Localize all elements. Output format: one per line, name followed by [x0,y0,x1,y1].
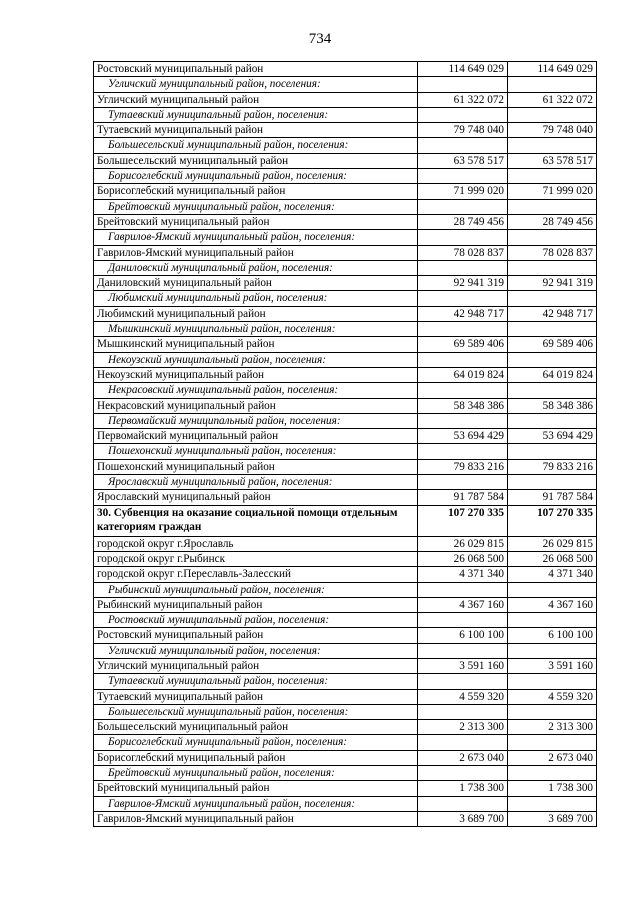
row-name-cell: Угличский муниципальный район [94,92,418,107]
table-row [94,459,597,474]
value-cell-1: 28 749 456 [418,214,508,229]
table-row [94,153,597,168]
value-cell-2: 3 689 700 [508,811,597,826]
row-name-cell: Гаврилов-Ямский муниципальный район [94,811,418,826]
subheader-row [94,704,597,719]
value-cell-1: 114 649 029 [418,62,508,77]
subheader-row [94,291,597,306]
value-cell-2: 26 068 500 [508,551,597,566]
value-cell-1 [418,796,508,811]
budget-table [93,61,597,827]
value-cell-1 [418,735,508,750]
row-name-cell: Большесельский муниципальный район, поселения: [94,704,418,719]
value-cell-1: 78 028 837 [418,245,508,260]
table-row [94,781,597,796]
value-cell-2 [508,383,597,398]
row-name-cell: Брейтовский муниципальный район [94,781,418,796]
value-cell-2: 6 100 100 [508,628,597,643]
value-cell-1 [418,444,508,459]
value-cell-2 [508,735,597,750]
subheader-row [94,383,597,398]
page-number: 734 [308,31,332,47]
value-cell-1 [418,413,508,428]
value-cell-1 [418,643,508,658]
value-cell-2 [508,704,597,719]
row-name-cell: Некоузский муниципальный район [94,367,418,382]
budget-table-body [94,62,597,827]
row-name-cell: Гаврилов-Ямский муниципальный район, поселения: [94,796,418,811]
row-name-cell: Большесельский муниципальный район, поселения: [94,138,418,153]
subheader-row [94,413,597,428]
value-cell-2: 78 028 837 [508,245,597,260]
subheader-row [94,138,597,153]
value-cell-1: 4 371 340 [418,567,508,582]
subheader-row [94,199,597,214]
row-name-cell: Рыбинский муниципальный район [94,597,418,612]
section-header-row [94,505,597,536]
value-cell-1: 61 322 072 [418,92,508,107]
value-cell-1: 69 589 406 [418,337,508,352]
value-cell-2: 28 749 456 [508,214,597,229]
table-row [94,62,597,77]
value-cell-1 [418,230,508,245]
value-cell-2: 4 371 340 [508,567,597,582]
row-name-cell: Борисоглебский муниципальный район [94,184,418,199]
value-cell-2: 61 322 072 [508,92,597,107]
table-row [94,276,597,291]
value-cell-2: 58 348 386 [508,398,597,413]
value-cell-2 [508,674,597,689]
row-name-cell: Некоузский муниципальный район, поселения: [94,352,418,367]
value-cell-1: 79 748 040 [418,123,508,138]
value-cell-1 [418,322,508,337]
value-cell-1: 4 559 320 [418,689,508,704]
table-row [94,551,597,566]
table-row [94,811,597,826]
row-name-cell: Мышкинский муниципальный район [94,337,418,352]
row-name-cell: Угличский муниципальный район, поселения: [94,77,418,92]
subheader-row [94,643,597,658]
subheader-row [94,766,597,781]
value-cell-2: 69 589 406 [508,337,597,352]
subheader-row [94,260,597,275]
value-cell-1 [418,352,508,367]
value-cell-1: 92 941 319 [418,276,508,291]
row-name-cell: Большесельский муниципальный район [94,720,418,735]
row-name-cell: Любимский муниципальный район, поселения: [94,291,418,306]
row-name-cell: Брейтовский муниципальный район, поселения: [94,766,418,781]
value-cell-1 [418,383,508,398]
row-name-cell: Тутаевский муниципальный район [94,123,418,138]
row-name-cell: 30. Субвенция на оказание социальной помощи отдельным категориям граждан [94,505,418,536]
row-name-cell: Пошехонский муниципальный район, поселения: [94,444,418,459]
value-cell-2 [508,77,597,92]
value-cell-2: 107 270 335 [508,505,597,536]
value-cell-1: 1 738 300 [418,781,508,796]
value-cell-2 [508,199,597,214]
row-name-cell: Угличский муниципальный район [94,658,418,673]
value-cell-1: 42 948 717 [418,306,508,321]
row-name-cell: Ярославский муниципальный район [94,490,418,505]
value-cell-1: 26 068 500 [418,551,508,566]
row-name-cell: Брейтовский муниципальный район [94,214,418,229]
row-name-cell: Ростовский муниципальный район [94,628,418,643]
row-name-cell: Любимский муниципальный район [94,306,418,321]
row-name-cell: городской округ г.Переславль-Залесский [94,567,418,582]
table-row [94,628,597,643]
value-cell-2 [508,291,597,306]
row-name-cell: Мышкинский муниципальный район, поселения: [94,322,418,337]
value-cell-2: 1 738 300 [508,781,597,796]
subheader-row [94,230,597,245]
value-cell-1 [418,475,508,490]
value-cell-2 [508,107,597,122]
row-name-cell: Рыбинский муниципальный район, поселения: [94,582,418,597]
value-cell-2: 2 313 300 [508,720,597,735]
value-cell-1 [418,199,508,214]
value-cell-2 [508,613,597,628]
value-cell-2 [508,444,597,459]
value-cell-2 [508,475,597,490]
row-name-cell: Даниловский муниципальный район, поселения: [94,260,418,275]
row-name-cell: Тутаевский муниципальный район [94,689,418,704]
row-name-cell: Первомайский муниципальный район [94,429,418,444]
value-cell-1: 3 689 700 [418,811,508,826]
table-row [94,536,597,551]
row-name-cell: Угличский муниципальный район, поселения: [94,643,418,658]
table-row [94,367,597,382]
table-row [94,214,597,229]
value-cell-1 [418,291,508,306]
value-cell-1: 53 694 429 [418,429,508,444]
value-cell-1 [418,613,508,628]
value-cell-2: 4 367 160 [508,597,597,612]
value-cell-1: 71 999 020 [418,184,508,199]
value-cell-1 [418,169,508,184]
table-row [94,123,597,138]
subheader-row [94,613,597,628]
value-cell-1 [418,77,508,92]
value-cell-1: 2 313 300 [418,720,508,735]
row-name-cell: Тутаевский муниципальный район, поселения: [94,107,418,122]
value-cell-1: 26 029 815 [418,536,508,551]
table-row [94,750,597,765]
table-row [94,398,597,413]
row-name-cell: Борисоглебский муниципальный район, поселения: [94,735,418,750]
value-cell-1 [418,582,508,597]
table-row [94,567,597,582]
value-cell-1: 3 591 160 [418,658,508,673]
value-cell-1: 6 100 100 [418,628,508,643]
value-cell-2 [508,582,597,597]
value-cell-1: 91 787 584 [418,490,508,505]
value-cell-2: 26 029 815 [508,536,597,551]
table-row [94,597,597,612]
value-cell-2 [508,413,597,428]
value-cell-2: 79 833 216 [508,459,597,474]
table-row [94,245,597,260]
subheader-row [94,444,597,459]
row-name-cell: Большесельский муниципальный район [94,153,418,168]
value-cell-2 [508,138,597,153]
value-cell-2: 3 591 160 [508,658,597,673]
value-cell-2 [508,230,597,245]
subheader-row [94,674,597,689]
value-cell-1 [418,704,508,719]
value-cell-2: 71 999 020 [508,184,597,199]
row-name-cell: Гаврилов-Ямский муниципальный район [94,245,418,260]
row-name-cell: Даниловский муниципальный район [94,276,418,291]
row-name-cell: Брейтовский муниципальный район, поселения: [94,199,418,214]
row-name-cell: Тутаевский муниципальный район, поселения: [94,674,418,689]
subheader-row [94,475,597,490]
value-cell-1: 63 578 517 [418,153,508,168]
subheader-row [94,582,597,597]
table-row [94,490,597,505]
value-cell-2 [508,766,597,781]
value-cell-1 [418,260,508,275]
table-row [94,184,597,199]
row-name-cell: Борисоглебский муниципальный район [94,750,418,765]
value-cell-1 [418,138,508,153]
value-cell-1 [418,107,508,122]
subheader-row [94,322,597,337]
row-name-cell: городской округ г.Рыбинск [94,551,418,566]
row-name-cell: Борисоглебский муниципальный район, поселения: [94,169,418,184]
value-cell-1: 107 270 335 [418,505,508,536]
table-row [94,337,597,352]
subheader-row [94,735,597,750]
row-name-cell: Ростовский муниципальный район, поселения: [94,613,418,628]
row-name-cell: Некрасовский муниципальный район [94,398,418,413]
value-cell-2: 91 787 584 [508,490,597,505]
table-row [94,658,597,673]
table-row [94,306,597,321]
row-name-cell: Первомайский муниципальный район, поселения: [94,413,418,428]
row-name-cell: Пошехонский муниципальный район [94,459,418,474]
value-cell-1 [418,766,508,781]
value-cell-2: 79 748 040 [508,123,597,138]
table-row [94,92,597,107]
value-cell-2 [508,169,597,184]
value-cell-1: 2 673 040 [418,750,508,765]
value-cell-2: 63 578 517 [508,153,597,168]
value-cell-2 [508,352,597,367]
table-row [94,689,597,704]
value-cell-2: 4 559 320 [508,689,597,704]
row-name-cell: Ярославский муниципальный район, поселения: [94,475,418,490]
value-cell-1: 64 019 824 [418,367,508,382]
value-cell-2: 92 941 319 [508,276,597,291]
subheader-row [94,77,597,92]
value-cell-1: 58 348 386 [418,398,508,413]
table-row [94,720,597,735]
row-name-cell: Ростовский муниципальный район [94,62,418,77]
value-cell-2 [508,796,597,811]
value-cell-2 [508,322,597,337]
subheader-row [94,107,597,122]
subheader-row [94,169,597,184]
table-row [94,429,597,444]
value-cell-1: 4 367 160 [418,597,508,612]
value-cell-1: 79 833 216 [418,459,508,474]
row-name-cell: городской округ г.Ярославль [94,536,418,551]
value-cell-2 [508,643,597,658]
row-name-cell: Некрасовский муниципальный район, поселения: [94,383,418,398]
value-cell-2: 53 694 429 [508,429,597,444]
value-cell-1 [418,674,508,689]
value-cell-2 [508,260,597,275]
value-cell-2: 2 673 040 [508,750,597,765]
value-cell-2: 114 649 029 [508,62,597,77]
subheader-row [94,352,597,367]
row-name-cell: Гаврилов-Ямский муниципальный район, поселения: [94,230,418,245]
subheader-row [94,796,597,811]
value-cell-2: 42 948 717 [508,306,597,321]
value-cell-2: 64 019 824 [508,367,597,382]
